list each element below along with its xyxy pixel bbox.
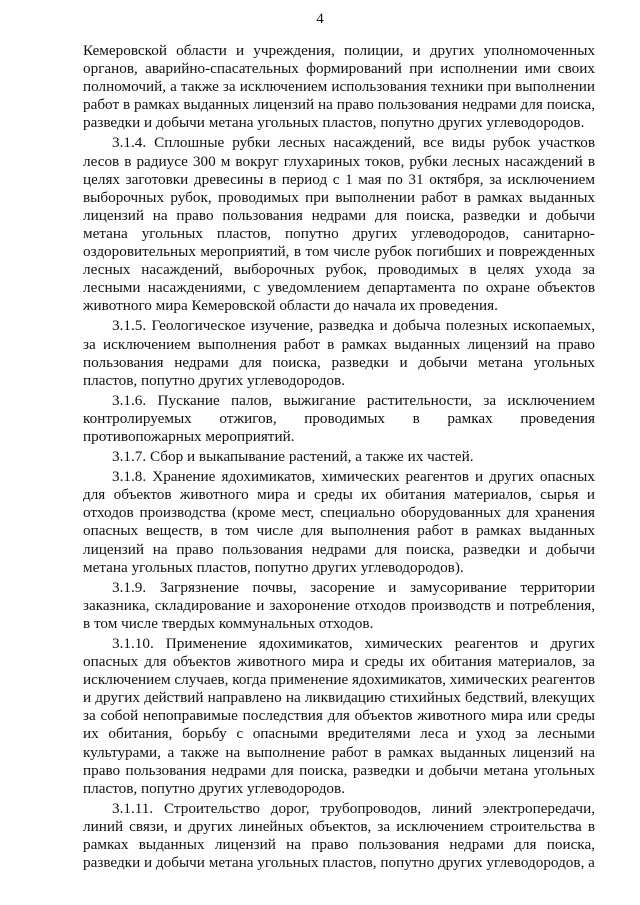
paragraph-3-1-10: 3.1.10. Применение ядохимикатов, химических реагентов и других опасных для объектов животного мира и среды их обитания материалов, за исключением случаев, когда применение ядохимикатов, химических реагентов и других действий направлено на ликвидацию стихийных бедствий, влекущих за собой непоправимые последствия для объектов животного мира или среды их обитания, борьбу с опасными вредителями леса и уход за лесными культурами, а также на выполнение работ в рамках выданных лицензий на право пользования недрами для поиска, разведки и добычи метана угольных пластов, попутно других углеводородов. — [83, 635, 595, 797]
paragraph-continuation: Кемеровской области и учреждения, полиции, и других уполномоченных органов, аварийно-спасательных формирований при исполнении ими своих полномочий, а также за исключением использования техники при выполнении работ в рамках выданных лицензий на право пользования недрами для поиска, разведки и добычи метана угольных пластов, попутно других углеводородов. — [83, 42, 595, 132]
document-body — [83, 42, 595, 874]
paragraph-3-1-5: 3.1.5. Геологическое изучение, разведка и добыча полезных ископаемых, за исключением выполнения работ в рамках выданных лицензий на право пользования недрами для поиска, разведки и добычи метана угольных пластов, попутно других углеводородов. — [83, 317, 595, 389]
paragraph-3-1-11: 3.1.11. Строительство дорог, трубопроводов, линий электропередачи, линий связи, и других линейных объектов, за исключением строительства в рамках выданных лицензий на право пользования недрами для поиска, разведки и добычи метана угольных пластов, попутно других углеводородов, а — [83, 799, 595, 872]
paragraph-3-1-6: 3.1.6. Пускание палов, выжигание растительности, за исключением контролируемых отжигов, проводимых в рамках проведения противопожарных мероприятий. — [83, 391, 595, 445]
paragraph-3-1-9: 3.1.9. Загрязнение почвы, засорение и замусоривание территории заказника, складирование и захоронение отходов производств и потребления, в том числе твердых коммунальных отходов. — [83, 578, 595, 632]
paragraph-3-1-4: 3.1.4. Сплошные рубки лесных насаждений, все виды рубок участков лесов в радиусе 300 м вокруг глухариных токов, рубки лесных насаждений в целях заготовки древесины в период с 1 мая по 31 октября, за исключением выборочных рубок, проводимых при выполнении работ в рамках выданных лицензий на право пользования недрами для поиска, разведки и добычи метана угольных пластов, попутно других углеводородов, санитарно-оздоровительных мероприятий, в том числе рубок погибших и поврежденных лесных насаждений, выборочных рубок, проводимых в целях ухода за лесными насаждениями, с уведомлением департамента по охране объектов животного мира Кемеровской области до начала их проведения. — [83, 134, 595, 315]
paragraph-3-1-7: 3.1.7. Сбор и выкапывание растений, а также их частей. — [112, 448, 474, 466]
page-number: 4 — [316, 11, 324, 27]
paragraph-3-1-8: 3.1.8. Хранение ядохимикатов, химических реагентов и других опасных для объектов животного мира и среды их обитания материалов, сырья и отходов производства (кроме мест, специально оборудованных для хранения опасных веществ, в том числе для выполнения работ в рамках выданных лицензий на право пользования недрами для поиска, разведки и добычи метана угольных пластов, попутно других углеводородов). — [83, 468, 595, 576]
